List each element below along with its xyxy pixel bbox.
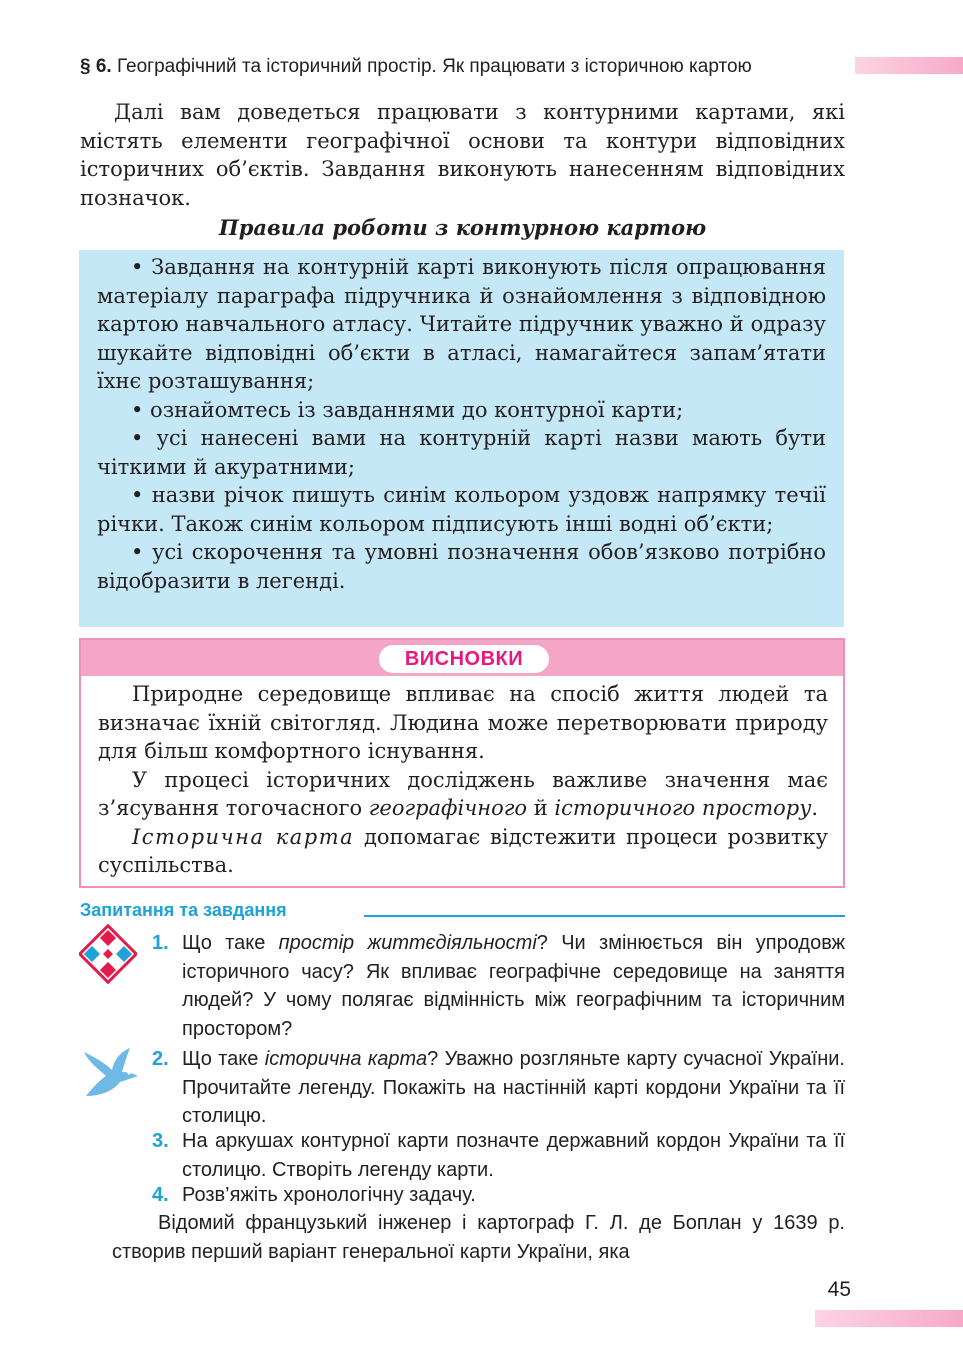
italic-term: історична карта <box>264 1048 428 1070</box>
text-run: й <box>527 796 555 820</box>
question-item <box>152 929 845 1043</box>
diamond-ornament-icon <box>79 924 137 984</box>
dove-icon <box>80 1046 140 1102</box>
task-continuation: Відомий французький інженер і картограф Г. Л. де Боплан у 1639 р. створив перший варіант генеральної карти України, яка <box>112 1212 845 1263</box>
question-number: 3. <box>152 1130 169 1152</box>
rules-title: Правила роботи з контурною картою <box>218 215 707 240</box>
rule-item: • ознайомтесь із завданнями до контурної карти; <box>131 397 684 422</box>
question-text: На аркушах контурної карти позначте державний кордон України та її столицю. Створіть легенду карти. <box>182 1130 845 1181</box>
text-run: У процесі історичних досліджень важливе значення має з’ясування тогочасного <box>98 767 828 820</box>
section-number: § 6. <box>80 56 112 77</box>
questions-title: Запитання та завдання <box>80 900 287 920</box>
question-text <box>182 929 845 1043</box>
conclusion-paragraph <box>98 823 828 880</box>
rule-item: • усі нанесені вами на контурній карті назви мають бути чіткими й акуратними; <box>97 426 826 479</box>
conclusions-label: ВИСНОВКИ <box>379 645 549 673</box>
running-header <box>80 52 850 82</box>
italic-term: географічного <box>368 796 528 820</box>
conclusion-paragraph: Природне середовище впливає на спосіб життя людей та визначає їхній світогляд. Людина може перетворювати природу для більш комфортного існування. <box>98 682 828 763</box>
italic-term: історичного простору <box>554 796 812 820</box>
text-run: Що таке <box>182 932 279 954</box>
question-number: 2. <box>152 1048 169 1070</box>
question-number: 4. <box>152 1184 169 1206</box>
conclusions-box <box>79 638 845 888</box>
question-item <box>152 1127 845 1184</box>
question-text: Розв’яжіть хронологічну задачу. <box>182 1184 476 1206</box>
rule-item: • назви річок пишуть синім кольором уздовж напрямку течії річки. Також синім кольором підписують інші водні об’єкти; <box>97 483 826 536</box>
footer-decor-bar <box>815 1310 963 1327</box>
page-number: 45 <box>827 1278 851 1301</box>
header-decor-bar <box>855 57 963 74</box>
conclusions-text <box>98 680 828 880</box>
conclusion-paragraph <box>98 766 828 823</box>
rule-item: • усі скорочення та умовні позначення обов’язково потрібно відобразити в легенді. <box>97 540 826 593</box>
conclusions-band <box>81 640 843 676</box>
question-item <box>152 1181 845 1210</box>
text-run: Що таке <box>182 1048 265 1070</box>
questions-title-rule <box>364 915 845 917</box>
rule-item: • Завдання на контурній карті виконують після опрацювання матеріалу параграфа підручника й ознайомлення з відповідною картою навчального атласу. Читайте підручник уважно й одразу шукайте відповідні об’єкти в атласі, намагайтеся запам’ятати їхнє розташування; <box>97 255 826 393</box>
text-run: . <box>811 796 819 820</box>
question-number: 1. <box>152 932 169 954</box>
text-run: допомагає відстежити процеси розвитку суспільства. <box>98 824 828 877</box>
text-run: ? Чи змінюється він упродовж історичного часу? Як впливає географічне середовище на заняття людей? У чому полягає відмінність між географічним та історичним простором? <box>182 932 845 1040</box>
question-item <box>152 1045 845 1131</box>
italic-term: простір життєдіяльності <box>278 932 537 954</box>
rules-box <box>79 250 844 627</box>
text-run: ? Уважно розгляньте карту сучасної України. Прочитайте легенду. Покажіть на настінній карті кордони України та її столицю. <box>182 1048 845 1127</box>
italic-term: Історична карта <box>132 824 355 849</box>
header-title: Географічний та історичний простір. Як працювати з історичною картою <box>116 56 752 77</box>
question-text <box>182 1045 845 1131</box>
intro-paragraph: Далі вам доведеться працювати з контурними картами, які містять елементи географічної основи та контури відповідних історичних об’єктів. Завдання виконують нанесенням відповідних позначок. <box>80 100 845 210</box>
